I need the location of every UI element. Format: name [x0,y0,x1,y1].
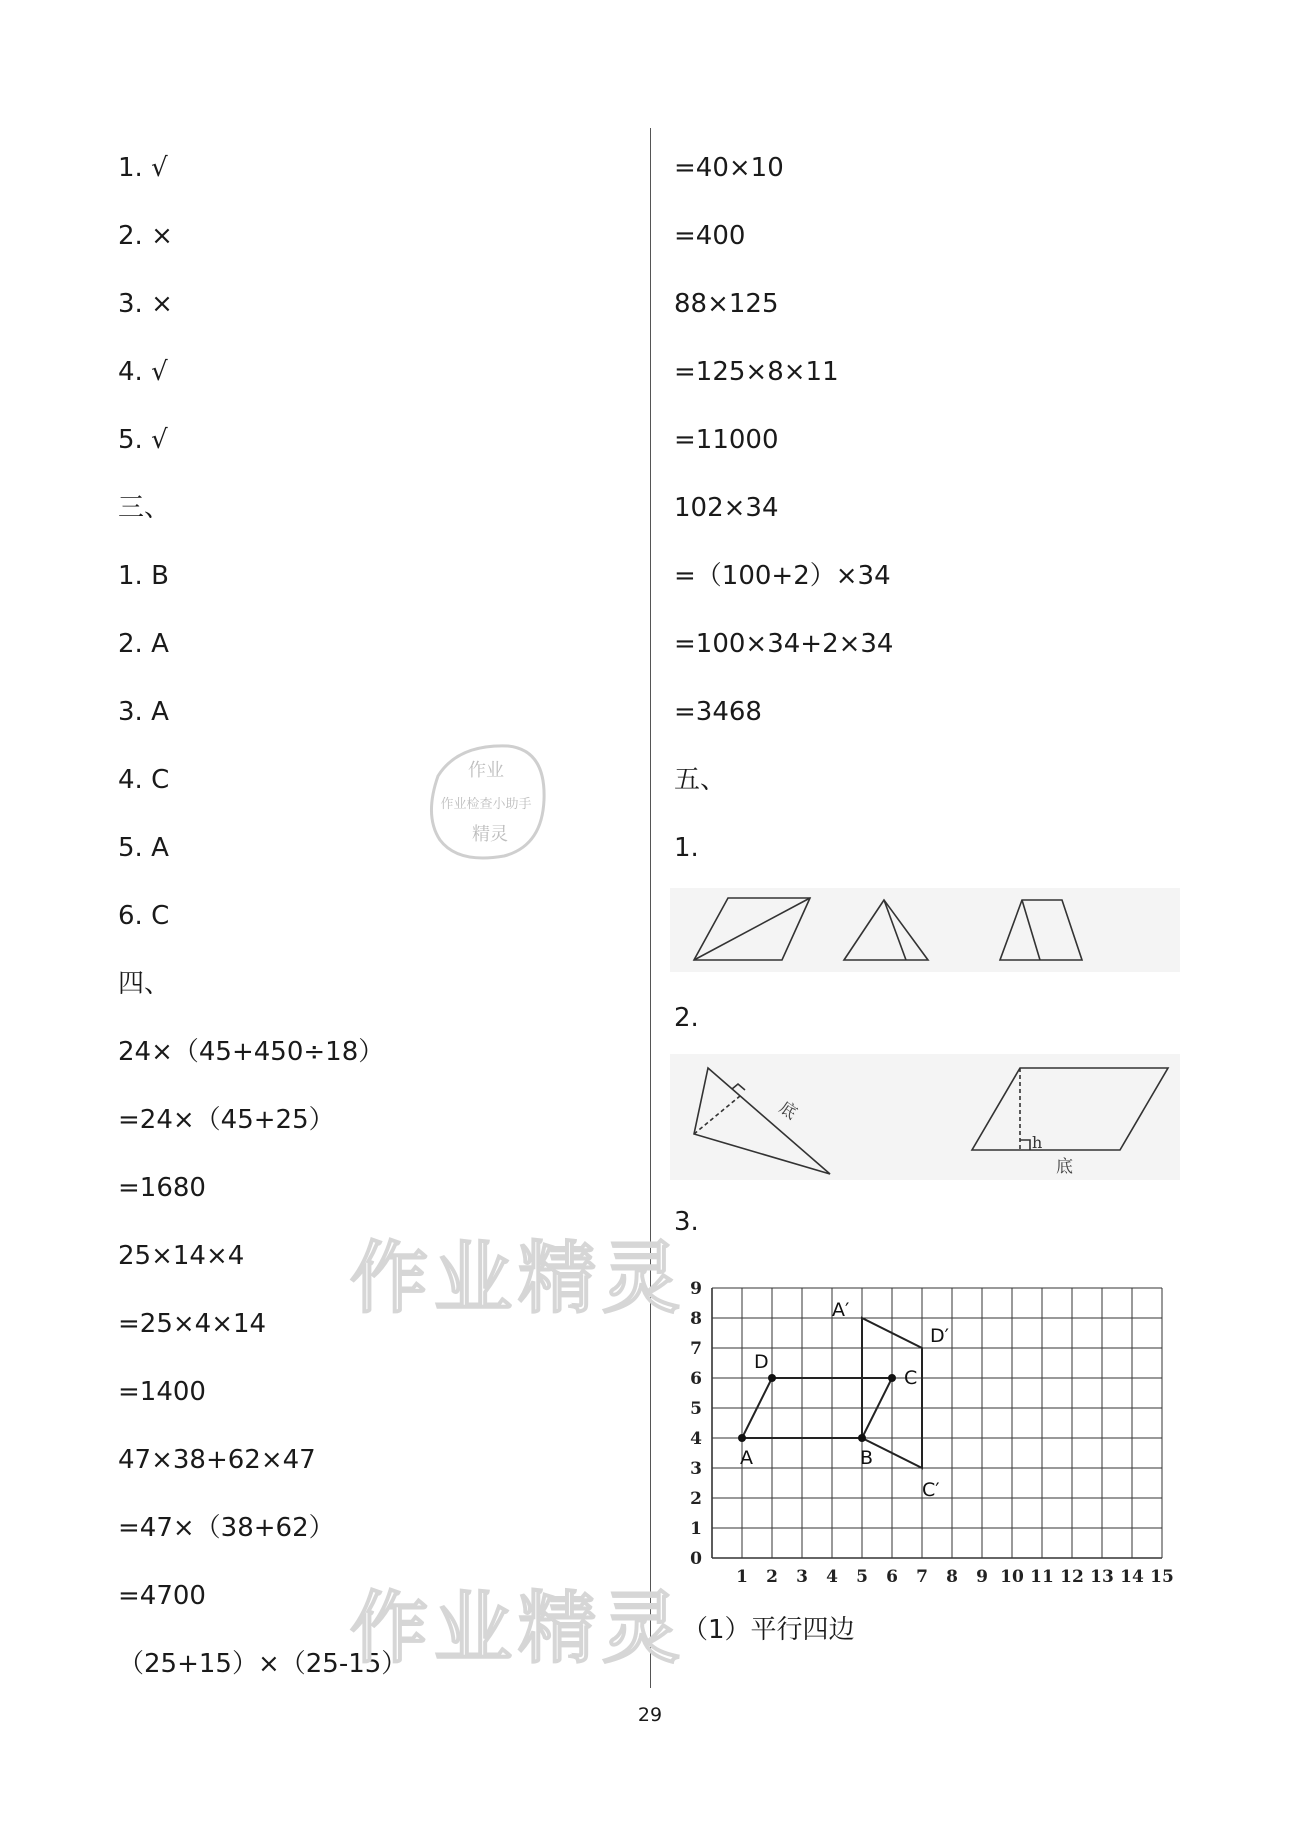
x-tick-label: 5 [856,1567,868,1587]
answer-line: 5. √ [118,425,168,455]
vertex-dot [738,1434,746,1442]
x-tick-label: 3 [796,1567,808,1587]
x-tick-label: 11 [1030,1567,1054,1587]
calc-line: 25×14×4 [118,1241,245,1271]
calc-line: 88×125 [674,289,779,319]
x-tick-label: 14 [1120,1567,1144,1587]
y-tick-label: 6 [690,1369,702,1389]
calc-line: =47×（38+62） [118,1513,335,1543]
x-tick-label: 12 [1060,1567,1084,1587]
x-tick-label: 6 [886,1567,898,1587]
answer-line: 1. √ [118,153,168,183]
figure-number: 1. [674,833,699,863]
calc-line: （25+15）×（25-15） [118,1649,408,1679]
answer-line: 4. C [118,765,170,795]
watermark-stamp [418,736,552,870]
calc-line: =25×4×14 [118,1309,267,1339]
y-tick-label: 3 [690,1459,702,1479]
vertex-label: A′ [832,1299,850,1321]
section-heading: 四、 [118,969,171,999]
y-tick-label: 5 [690,1399,702,1419]
vertex-label: C [904,1367,918,1389]
calc-line: =4700 [118,1581,206,1611]
answer-line: 3. A [118,697,169,727]
grid-figure [670,1264,1180,1590]
answer-line: 3. × [118,289,173,319]
x-tick-label: 4 [826,1567,838,1587]
vertex-dot [888,1374,896,1382]
x-tick-label: 1 [736,1567,748,1587]
answer-line: 5. A [118,833,169,863]
calc-line: =125×8×11 [674,357,839,387]
watermark-text: 作业精灵 [350,1233,687,1324]
stamp-bottom-text: 精灵 [472,824,508,845]
calc-line: =11000 [674,425,779,455]
y-tick-label: 7 [690,1339,702,1359]
height-label: h [1032,1133,1043,1152]
page-number: 29 [637,1704,663,1726]
answer-line: 1. B [118,561,169,591]
vertex-label: C′ [922,1479,940,1501]
figure-number: 2. [674,1003,699,1033]
section-heading: 五、 [674,765,727,795]
x-tick-label: 13 [1090,1567,1114,1587]
calc-line: =1680 [118,1173,206,1203]
figure-number: 3. [674,1207,699,1237]
vertex-label: D′ [930,1325,949,1347]
figure-1-shapes [670,888,1180,972]
y-tick-label: 4 [690,1429,702,1449]
calc-line: 47×38+62×47 [118,1445,316,1475]
answer-line: 2. × [118,221,173,251]
stamp-top-text: 作业 [468,760,504,781]
calc-line: =400 [674,221,746,251]
x-tick-label: 7 [916,1567,928,1587]
vertex-label: B [860,1447,874,1469]
x-tick-label: 10 [1000,1567,1024,1587]
x-tick-label: 9 [976,1567,988,1587]
vertex-dot [768,1374,776,1382]
x-tick-label: 2 [766,1567,778,1587]
vertex-label: A [740,1447,753,1469]
answer-line: （1）平行四边 [682,1615,855,1645]
figure-2-heights [670,1054,1180,1180]
calc-line: =3468 [674,697,762,727]
base-label: 底 [775,1097,801,1124]
column-divider [650,128,651,1688]
point-layer [738,1299,949,1501]
base-label: 底 [1056,1157,1073,1177]
x-tick-label: 8 [946,1567,958,1587]
stamp-mid-text: 作业检查小助手 [440,797,532,812]
calc-line: =100×34+2×34 [674,629,894,659]
vertex-label: D [754,1351,769,1373]
y-tick-label: 0 [690,1549,702,1569]
answer-line: 6. C [118,901,170,931]
y-tick-label: 2 [690,1489,702,1509]
answer-line: 4. √ [118,357,168,387]
vertex-dot [858,1434,866,1442]
calc-line: =（100+2）×34 [674,561,891,591]
answer-line: 2. A [118,629,169,659]
calc-line: =40×10 [674,153,784,183]
y-tick-label: 1 [690,1519,702,1539]
x-tick-label: 15 [1150,1567,1174,1587]
watermark-text: 作业精灵 [350,1583,687,1674]
y-tick-label: 8 [690,1309,702,1329]
calc-line: 102×34 [674,493,779,523]
section-heading: 三、 [118,493,171,523]
y-tick-label: 9 [690,1279,702,1299]
calc-line: =1400 [118,1377,206,1407]
calc-line: =24×（45+25） [118,1105,335,1135]
calc-line: 24×（45+450÷18） [118,1037,385,1067]
